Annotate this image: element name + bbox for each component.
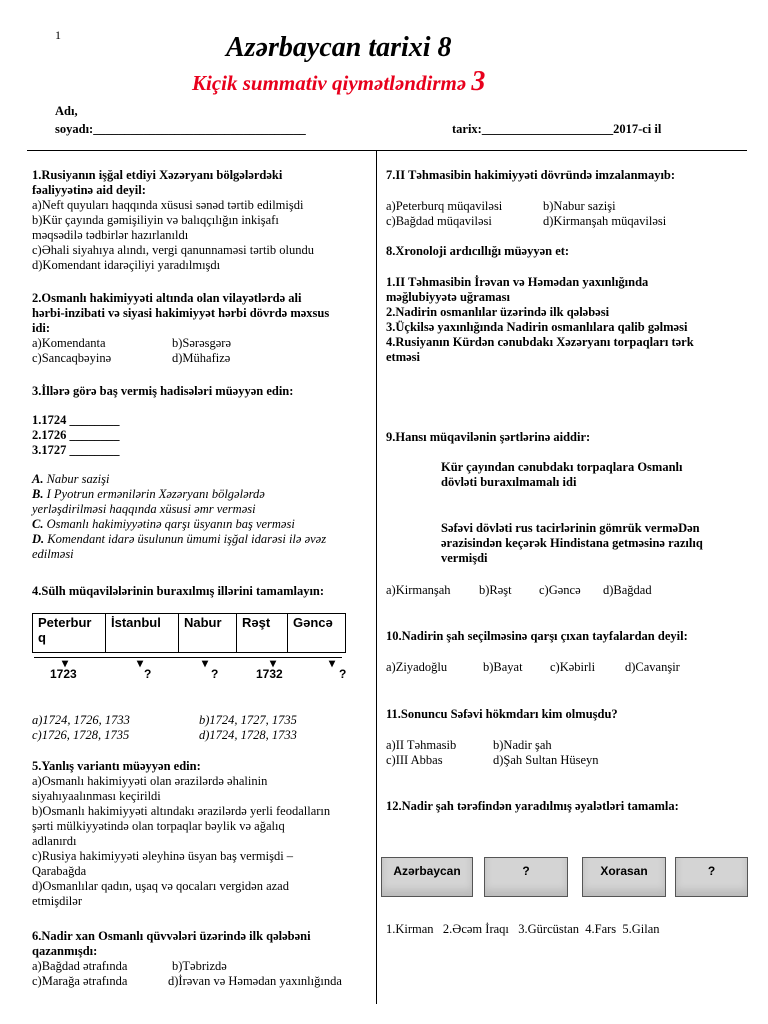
q8-item-4-line1: 4.Rusiyanın Kürdən cənubdakı Xəzəryanı torpaqları tərk bbox=[386, 335, 694, 349]
q10-title: 10.Nadirin şah seçilməsinə qarşı çıxan tayfalardan deyil: bbox=[386, 629, 688, 643]
q4-title: 4.Sülh müqavilələrinin buraxılmış illərini tamamlayın: bbox=[32, 584, 325, 598]
date-field[interactable]: tarix:_____________________2017-ci il bbox=[452, 122, 662, 136]
q3-event-b-line1: I Pyotrun ermənilərin Xəzəryanı bölgələrdə bbox=[43, 487, 265, 501]
q4-arrow-5-icon: ▾ bbox=[329, 656, 336, 670]
name-label: Adı, bbox=[55, 104, 78, 118]
q4-option-a[interactable]: a)1724, 1726, 1733 bbox=[32, 713, 130, 727]
q4-cell-nabur: Nabur bbox=[179, 614, 237, 653]
q5-option-c-line1[interactable]: c)Rusiya hakimiyyəti əleyhinə üsyan baş vermişdi – bbox=[32, 849, 294, 863]
q2-title-line1: 2.Osmanlı hakimiyyəti altında olan vilayətlərdə ali bbox=[32, 291, 302, 305]
q12-box-3-label: Xorasan bbox=[600, 864, 648, 878]
q5-option-d-line1[interactable]: d)Osmanlılar qadın, uşaq və qocaları vergidən azad bbox=[32, 879, 289, 893]
q11-title: 11.Sonuncu Səfəvi hökmdarı kim olmuşdu? bbox=[386, 707, 618, 721]
question-5 bbox=[32, 759, 377, 909]
q1-option-d[interactable]: d)Komendant idarəçiliyi yaradılmışdı bbox=[32, 258, 221, 272]
q6-title-line2: qazanmışdı: bbox=[32, 944, 98, 958]
q2-title-line3: idi: bbox=[32, 321, 51, 335]
q11-option-d[interactable]: d)Şah Sultan Hüseyn bbox=[493, 753, 599, 767]
q4-year-5[interactable]: ? bbox=[339, 667, 347, 681]
q9-passage-1-line1: Kür çayından cənubdakı torpaqlara Osmanlı bbox=[441, 460, 683, 474]
q3-year-3[interactable]: 3.1727 ________ bbox=[32, 443, 120, 457]
q6-option-c[interactable]: c)Marağa ətrafında bbox=[32, 974, 128, 988]
subtitle-number: 3 bbox=[471, 66, 486, 97]
q6-option-b[interactable]: b)Təbrizdə bbox=[172, 959, 227, 973]
q12-box-azerbaycan bbox=[381, 857, 473, 897]
q9-option-a[interactable]: a)Kirmanşah bbox=[386, 583, 451, 597]
q9-passage-2 bbox=[441, 521, 746, 566]
q4-timeline-line bbox=[34, 657, 342, 658]
question-6 bbox=[32, 929, 377, 989]
q10-option-c[interactable]: c)Kəbirli bbox=[550, 660, 596, 674]
q4-year-1: 1723 bbox=[50, 667, 77, 681]
q4-cell-istanbul: İstanbul bbox=[106, 614, 179, 653]
q5-option-d-line2: etmişdilər bbox=[32, 894, 82, 908]
q4-option-c[interactable]: c)1726, 1728, 1735 bbox=[32, 728, 130, 742]
q3-event-d-line2: edilməsi bbox=[32, 547, 74, 561]
q9-passage-1-line2: dövləti buraxılmamalı idi bbox=[441, 475, 577, 489]
q9-title: 9.Hansı müqavilənin şərtlərinə aiddir: bbox=[386, 430, 591, 444]
q1-option-b-line2: məqsədilə tədbirlər hazırlanıldı bbox=[32, 228, 189, 242]
q8-title: 8.Xronoloji ardıcıllığı müəyyən et: bbox=[386, 244, 570, 258]
q3-label-b: B. bbox=[32, 487, 44, 501]
q3-event-c: Osmanlı hakimiyyətinə qarşı üsyanın baş verməsi bbox=[43, 517, 295, 531]
q1-option-c[interactable]: c)Əhali siyahıya alındı, vergi qanunnaməsi tərtib olundu bbox=[32, 243, 314, 257]
subtitle-text: Kiçik summativ qiymətləndirmə bbox=[192, 71, 467, 95]
q12-box-2-label: ? bbox=[522, 864, 530, 878]
q11-option-b[interactable]: b)Nadir şah bbox=[493, 738, 552, 752]
q8-item-1-line1: 1.II Təhmasibin İrəvan və Həmədan yaxınlığında bbox=[386, 275, 649, 289]
q5-option-a-line1[interactable]: a)Osmanlı hakimiyyəti olan ərazilərdə əhalinin bbox=[32, 774, 268, 788]
q3-label-d: D. bbox=[32, 532, 45, 546]
q12-province-options: 1.Kirman 2.Əcəm İraqı 3.Gürcüstan 4.Fars 5.Gilan bbox=[386, 922, 660, 936]
q3-label-a: A. bbox=[32, 472, 44, 486]
q4-arrow-1-icon: ▾ bbox=[62, 656, 69, 670]
page-number: 1 bbox=[55, 28, 61, 42]
q8-item-3: 3.Üçkilsə yaxınlığında Nadirin osmanlılara qalib gəlməsi bbox=[386, 320, 688, 334]
q4-arrow-3-icon: ▾ bbox=[202, 656, 209, 670]
q1-option-a[interactable]: a)Neft quyuları haqqında xüsusi sənəd tərtib edilmişdi bbox=[32, 198, 304, 212]
q3-title: 3.İllərə görə baş vermiş hadisələri müəyyən edin: bbox=[32, 384, 294, 398]
q8-item-4-line2: etməsi bbox=[386, 350, 421, 364]
q4-option-b[interactable]: b)1724, 1727, 1735 bbox=[199, 713, 297, 727]
question-7 bbox=[386, 168, 746, 229]
q10-option-a[interactable]: a)Ziyadoğlu bbox=[386, 660, 448, 674]
q6-option-a[interactable]: a)Bağdad ətrafında bbox=[32, 959, 128, 973]
q2-option-a[interactable]: a)Komendanta bbox=[32, 336, 106, 350]
q4-cell-peterburq: Peterbur q bbox=[33, 614, 106, 653]
q9-option-c[interactable]: c)Gəncə bbox=[539, 583, 581, 597]
q4-year-3[interactable]: ? bbox=[211, 667, 219, 681]
q4-option-d[interactable]: d)1724, 1728, 1733 bbox=[199, 728, 297, 742]
surname-field[interactable]: soyadı:__________________________________ bbox=[55, 122, 306, 136]
q3-event-b-line2: yerləşdirilməsi haqqında xüsusi əmr verməsi bbox=[32, 502, 256, 516]
q2-title-line2: hərbi-inzibati və siyasi hakimiyyət hərbi dövrdə məxsus bbox=[32, 306, 330, 320]
q3-year-2[interactable]: 2.1726 ________ bbox=[32, 428, 120, 442]
q4-cell-rest: Rəşt bbox=[237, 614, 288, 653]
q3-event-d-line1: Komendant idarə üsulunun ümumi işğal idarəsi ilə əvəz bbox=[44, 532, 327, 546]
q7-option-a[interactable]: a)Peterburq müqaviləsi bbox=[386, 199, 503, 213]
q2-option-c[interactable]: c)Sancaqbəyinə bbox=[32, 351, 112, 365]
q10-options bbox=[386, 660, 746, 675]
q12-box-blank-1[interactable] bbox=[484, 857, 568, 897]
q8-item-1-line2: məğlubiyyətə uğraması bbox=[386, 290, 510, 304]
q12-box-blank-2[interactable] bbox=[675, 857, 748, 897]
q4-treaty-table bbox=[32, 613, 346, 653]
q6-option-d[interactable]: d)İrəvan və Həmədan yaxınlığında bbox=[168, 974, 342, 988]
q6-title-line1: 6.Nadir xan Osmanlı qüvvələri üzərində ilk qələbəni bbox=[32, 929, 311, 943]
q5-option-a-line2: siyahıyaalınması keçirildi bbox=[32, 789, 161, 803]
page-subtitle bbox=[192, 66, 485, 98]
top-divider bbox=[27, 150, 747, 151]
q2-option-b[interactable]: b)Sərəsgərə bbox=[172, 336, 231, 350]
q10-option-d[interactable]: d)Cavanşir bbox=[625, 660, 680, 674]
q3-year-1[interactable]: 1.1724 ________ bbox=[32, 413, 120, 427]
q10-option-b[interactable]: b)Bayat bbox=[483, 660, 523, 674]
q9-option-d[interactable]: d)Bağdad bbox=[603, 583, 652, 597]
q12-box-xorasan bbox=[582, 857, 666, 897]
q4-cell-gence: Gəncə bbox=[288, 614, 346, 653]
q7-option-b[interactable]: b)Nabur sazişi bbox=[543, 199, 616, 213]
q5-option-b-line3: adlanırdı bbox=[32, 834, 77, 848]
q9-passage-2-line3: vermişdi bbox=[441, 551, 488, 565]
q4-year-2[interactable]: ? bbox=[144, 667, 152, 681]
page-title: Azərbaycan tarixi 8 bbox=[226, 32, 452, 63]
q5-title: 5.Yanlış variantı müəyyən edin: bbox=[32, 759, 201, 773]
q1-title-line1: 1.Rusiyanın işğal etdiyi Xəzəryanı bölgələrdəki bbox=[32, 168, 283, 182]
question-2 bbox=[32, 291, 372, 366]
q11-option-a[interactable]: a)II Təhmasib bbox=[386, 738, 457, 752]
q12-box-4-label: ? bbox=[707, 864, 716, 878]
q9-options bbox=[386, 583, 746, 598]
q4-arrow-2-icon: ▾ bbox=[137, 656, 144, 670]
q7-title: 7.II Təhmasibin hakimiyyəti dövründə imzalanmayıb: bbox=[386, 168, 676, 182]
q3-label-c: C. bbox=[32, 517, 44, 531]
question-1 bbox=[32, 168, 372, 273]
q9-option-b[interactable]: b)Rəşt bbox=[479, 583, 512, 597]
q12-box-1-label: Azərbaycan bbox=[393, 864, 461, 878]
q1-title-line2: fəaliyyətinə aid deyil: bbox=[32, 183, 146, 197]
q4-arrow-4-icon: ▾ bbox=[270, 656, 277, 670]
question-3 bbox=[32, 384, 372, 562]
q8-item-2: 2.Nadirin osmanlılar üzərində ilk qələbəsi bbox=[386, 305, 610, 319]
q4-options bbox=[32, 713, 372, 743]
question-8 bbox=[386, 244, 746, 365]
q1-option-b-line1[interactable]: b)Kür çayında gəmişiliyin və balıqçılığın inkişafı bbox=[32, 213, 279, 227]
q7-option-d[interactable]: d)Kirmanşah müqaviləsi bbox=[543, 214, 667, 228]
q5-option-b-line1[interactable]: b)Osmanlı hakimiyyəti altındakı ərazilərdə yerli feodalların bbox=[32, 804, 331, 818]
q11-option-c[interactable]: c)III Abbas bbox=[386, 753, 443, 767]
q5-option-c-line2: Qarabağda bbox=[32, 864, 87, 878]
q5-option-b-line2: şərti mülkiyyətində olan torpaqlar bəylik və ağalıq bbox=[32, 819, 285, 833]
q11-options bbox=[386, 738, 746, 768]
q2-option-d[interactable]: d)Mühafizə bbox=[172, 351, 231, 365]
q4-year-4: 1732 bbox=[256, 667, 283, 681]
q9-passage-2-line2: ərazisindən keçərək Hindistana getməsinə razılıq bbox=[441, 536, 703, 550]
q9-passage-1 bbox=[441, 460, 741, 490]
q3-event-a: Nabur sazişi bbox=[43, 472, 110, 486]
q12-title: 12.Nadir şah tərəfindən yaradılmış əyalətləri tamamla: bbox=[386, 799, 679, 813]
q9-passage-2-line1: Səfəvi dövləti rus tacirlərinin gömrük verməDən bbox=[441, 521, 700, 535]
q7-option-c[interactable]: c)Bağdad müqaviləsi bbox=[386, 214, 492, 228]
